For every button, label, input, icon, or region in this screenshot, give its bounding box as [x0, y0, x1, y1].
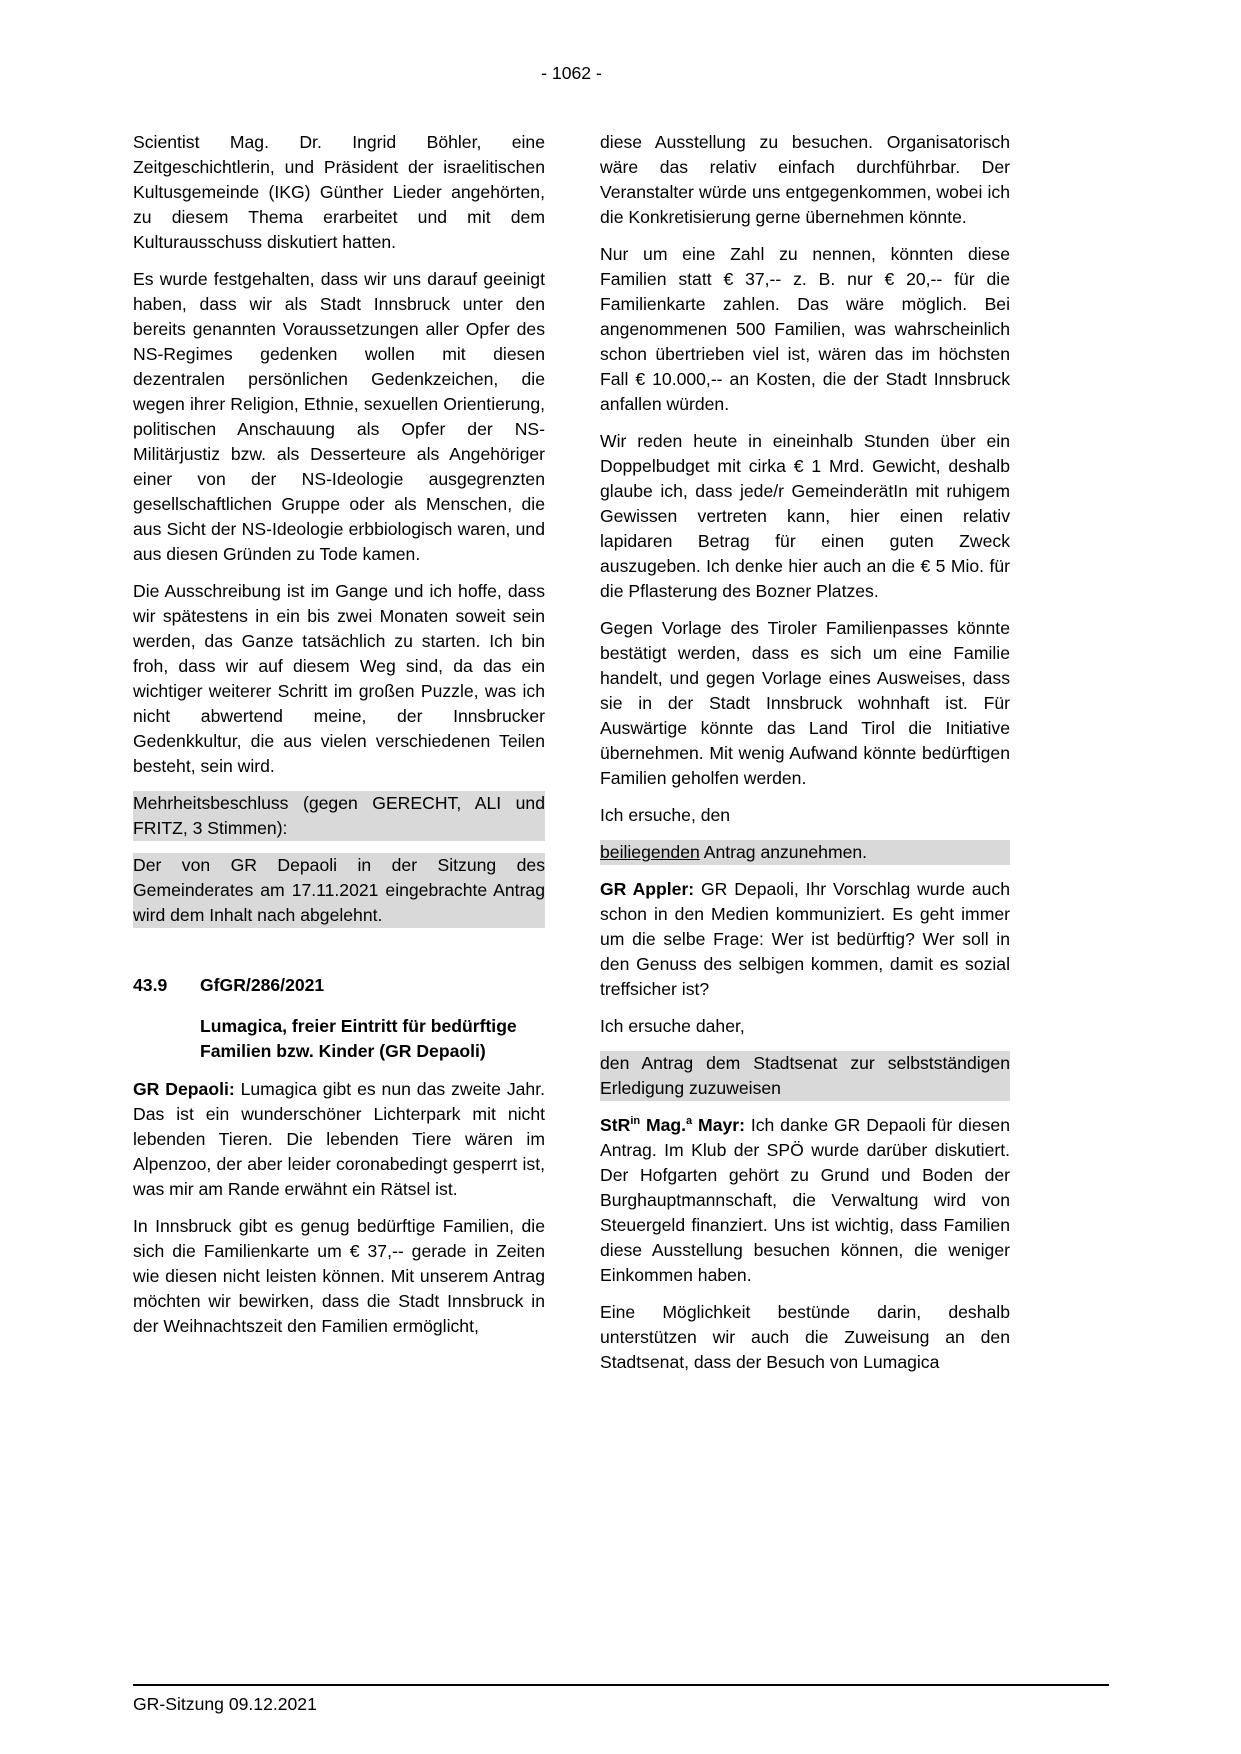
- speaker-name-part: Mayr:: [692, 1115, 751, 1135]
- left-column: [133, 130, 545, 1387]
- speaker-paragraph-appler: [600, 877, 1010, 1002]
- decision-body-highlight: Der von GR Depaoli in der Sitzung des Gemeinderates am 17.11.2021 eingebrachte Antrag wird dem Inhalt nach abgelehnt.: [133, 853, 545, 928]
- speaker-text: Ich danke GR Depaoli für diesen Antrag. Im Klub der SPÖ wurde darüber diskutiert. Der Hofgarten gehört zu Grund und Boden der Burghauptmannschaft, die Verwaltung wird von Steuergeld finanziert. Uns ist wichtig, dass Familien diese Ausstellung besuchen können, die weniger Einkommen haben.: [600, 1115, 1011, 1285]
- speaker-name: [600, 1115, 751, 1135]
- paragraph: Scientist Mag. Dr. Ingrid Böhler, eine Zeitgeschichtlerin, und Präsident der israelitischen Kultusgemeinde (IKG) Günther Lieder angehörten, zu diesem Thema erarbeitet und mit dem Kulturausschuss diskutiert hatten.: [133, 132, 545, 252]
- decision-header-highlight: Mehrheitsbeschluss (gegen GERECHT, ALI und FRITZ, 3 Stimmen):: [133, 791, 545, 841]
- paragraph: In Innsbruck gibt es genug bedürftige Familien, die sich die Familienkarte um € 37,-- gerade in Zeiten wie diesen nicht leisten können. Mit unserem Antrag möchten wir bewirken, dass die Stadt Innsbruck in der Weihnachtszeit den Familien ermöglicht,: [133, 1216, 545, 1336]
- footer-text: GR-Sitzung 09.12.2021: [133, 1694, 317, 1714]
- motion-underlined-word: beiliegenden: [600, 842, 700, 862]
- paragraph: Gegen Vorlage des Tiroler Familienpasses könnte bestätigt werden, dass es sich um eine Familie handelt, und gegen Vorlage eines Ausweises, dass sie in der Stadt Innsbruck wohnhaft ist. Für Auswärtige könnte das Land Tirol die Initiative übernehmen. Mit wenig Aufwand könnte bedürftigen Familien geholfen werden.: [600, 618, 1010, 788]
- section-heading: [133, 973, 545, 998]
- paragraph: Wir reden heute in eineinhalb Stunden über ein Doppelbudget mit cirka € 1 Mrd. Gewicht, deshalb glaube ich, dass jede/r GemeinderätIn mit ruhigem Gewissen vertreten kann, hier einen relativ lapidaren Betrag für einen guten Zweck auszugeben. Ich denke hier auch an die € 5 Mio. für die Pflasterung des Bozner Platzes.: [600, 431, 1010, 601]
- paragraph: Ich ersuche daher,: [600, 1016, 745, 1036]
- page-number: - 1062 -: [541, 63, 602, 83]
- speaker-text: GR Depaoli, Ihr Vorschlag wurde auch schon in den Medien kommuniziert. Es geht immer um die selbe Frage: Wer ist bedürftig? Wer soll in den Genuss des selbigen kommen, damit es sozial treffsicher ist?: [600, 879, 1011, 999]
- speaker-name-part: Mag.: [640, 1115, 687, 1135]
- speaker-name-superscript: in: [630, 1115, 641, 1128]
- section-title: Lumagica, freier Eintritt für bedürftige Familien bzw. Kinder (GR Depaoli): [200, 1016, 517, 1061]
- paragraph: Die Ausschreibung ist im Gange und ich hoffe, dass wir spätestens in ein bis zwei Monaten soweit sein werden, das Ganze tatsächlich zu starten. Ich bin froh, dass wir auf diesem Weg sind, da das ein wichtiger weiterer Schritt im großen Puzzle, was ich nicht abwertend meine, der Innsbrucker Gedenkkultur, die aus vielen verschiedenen Teilen besteht, sein wird.: [133, 581, 545, 776]
- speaker-text: Lumagica gibt es nun das zweite Jahr. Das ist ein wunderschöner Lichterpark mit nicht lebenden Tieren. Die lebenden Tiere wären im Alpenzoo, der aber leider coronabedingt gesperrt ist, was mir am Rande erwähnt ein Rätsel ist.: [133, 1079, 545, 1199]
- footer-divider: [133, 1684, 1109, 1686]
- motion2-highlight: den Antrag dem Stadtsenat zur selbstständigen Erledigung zuzuweisen: [600, 1051, 1010, 1101]
- section-id: GfGR/286/2021: [200, 975, 325, 995]
- speaker-paragraph-depaoli: [133, 1077, 545, 1202]
- paragraph: diese Ausstellung zu besuchen. Organisatorisch wäre das relativ einfach durchführbar. Der Veranstalter würde uns entgegenkommen, wobei ich die Konkretisierung gerne übernehmen könnte.: [600, 132, 1010, 227]
- section-number: 43.9: [133, 975, 168, 995]
- paragraph: Nur um eine Zahl zu nennen, könnten diese Familien statt € 37,-- z. B. nur € 20,-- für die Familienkarte zahlen. Das wäre möglich. Bei angenommenen 500 Familien, was wahrscheinlich schon übertrieben viel ist, wären das im höchsten Fall € 10.000,-- an Kosten, die der Stadt Innsbruck anfallen würden.: [600, 244, 1010, 414]
- speaker-paragraph-mayr: [600, 1113, 1010, 1288]
- speaker-name-superscript: a: [686, 1115, 693, 1128]
- speaker-name: GR Depaoli:: [133, 1079, 241, 1099]
- motion-rest: Antrag anzunehmen.: [699, 842, 868, 862]
- paragraph: Eine Möglichkeit bestünde darin, deshalb unterstützen wir auch die Zuweisung an den Stadtsenat, dass der Besuch von Lumagica: [600, 1302, 1010, 1372]
- two-column-layout: [133, 130, 1010, 1387]
- speaker-name-part: StR: [600, 1115, 631, 1135]
- right-column: [600, 130, 1010, 1387]
- speaker-name: GR Appler:: [600, 879, 701, 899]
- paragraph: Es wurde festgehalten, dass wir uns darauf geeinigt haben, dass wir als Stadt Innsbruck unter den bereits genannten Voraussetzungen aller Opfer des NS-Regimes gedenken wollen mit diesen dezentralen persönlichen Gedenkzeichen, die wegen ihrer Religion, Ethnie, sexuellen Orientierung, politischen Anschauung als Opfer der NS-Militärjustiz bzw. als Desserteure als Angehöriger einer von der NS-Ideologie ausgegrenzten gesellschaftlichen Gruppe oder als Menschen, die aus Sicht der NS-Ideologie erbbiologisch waren, und aus diesen Gründen zu Tode kamen.: [133, 269, 545, 564]
- motion-highlight: [600, 840, 1010, 865]
- paragraph: Ich ersuche, den: [600, 805, 731, 825]
